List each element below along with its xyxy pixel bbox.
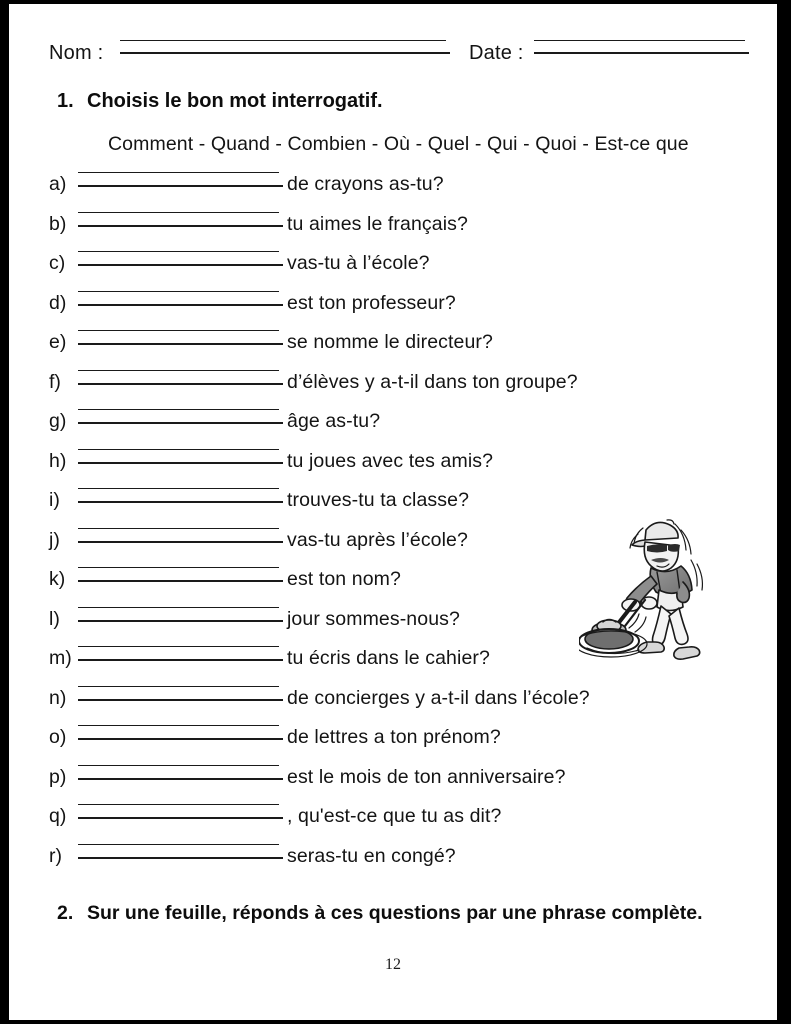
answer-blank[interactable] [78,449,283,464]
exercise-1-heading [57,90,383,113]
question-item [9,678,777,718]
question-item [9,441,777,481]
worksheet-sheet [9,4,777,1020]
question-text: seras-tu en congé? [287,844,456,867]
exercise-2-heading [57,902,703,925]
answer-blank[interactable] [78,765,283,780]
question-letter: a) [49,173,67,195]
question-text: tu aimes le français? [287,212,468,235]
exercise-1-instruction-text: Choisis le bon mot interrogatif. [87,90,383,112]
word-bank: Comment - Quand - Combien - Où - Quel - Qui - Quoi - Est-ce que [108,133,689,155]
question-letter: d) [49,291,67,314]
question-letter: c) [49,252,66,274]
question-letter: j) [49,528,60,551]
question-text: est ton professeur? [287,291,456,314]
question-letter: l) [49,607,60,630]
question-text: d’élèves y a-t-il dans ton groupe? [287,370,578,393]
name-label: Nom : [49,42,104,64]
question-letter: q) [49,805,67,827]
question-item [9,836,777,876]
exercise-2-number: 2. [57,902,74,924]
question-letter: o) [49,726,67,748]
question-text: est ton nom? [287,568,401,590]
answer-blank[interactable] [78,370,283,385]
question-letter: p) [49,765,67,788]
answer-blank[interactable] [78,686,283,701]
question-text: de crayons as-tu? [287,173,444,195]
question-letter: k) [49,568,66,590]
question-text: tu écris dans le cahier? [287,647,490,669]
question-text: âge as-tu? [287,410,381,432]
name-input-blank[interactable] [120,40,450,54]
answer-blank[interactable] [78,488,283,503]
worksheet-header [9,4,777,64]
answer-blank[interactable] [78,409,283,424]
answer-blank[interactable] [78,528,283,543]
question-text: vas-tu après l’école? [287,528,468,551]
question-item [9,322,777,362]
question-text: trouves-tu ta classe? [287,489,470,511]
question-item [9,401,777,441]
question-text: tu joues avec tes amis? [287,449,494,472]
answer-blank[interactable] [78,804,283,819]
answer-blank[interactable] [78,251,283,266]
exercise-1-number: 1. [57,90,74,112]
question-text: de lettres a ton prénom? [287,726,501,748]
question-item [9,796,777,836]
question-text: vas-tu à l’école? [287,252,430,274]
question-item [9,283,777,323]
question-letter: m) [49,647,72,669]
question-letter: e) [49,331,67,353]
page-number: 12 [385,956,401,973]
answer-blank[interactable] [78,567,283,582]
date-input-blank[interactable] [534,40,749,54]
question-item [9,204,777,244]
answer-blank[interactable] [78,646,283,661]
question-letter: g) [49,410,67,432]
question-item [9,362,777,402]
question-item [9,164,777,204]
question-letter: i) [49,489,60,511]
janitor-floor-polisher-icon [579,502,739,667]
question-text: jour sommes-nous? [287,607,460,630]
question-item [9,757,777,797]
question-text: de concierges y a-t-il dans l’école? [287,686,590,709]
answer-blank[interactable] [78,212,283,227]
question-text: se nomme le directeur? [287,331,493,353]
question-text: est le mois de ton anniversaire? [287,765,566,788]
question-letter: h) [49,449,67,472]
answer-blank[interactable] [78,607,283,622]
answer-blank[interactable] [78,330,283,345]
question-letter: b) [49,212,67,235]
answer-blank[interactable] [78,725,283,740]
question-item [9,243,777,283]
question-letter: f) [49,370,61,393]
exercise-2-instruction-text: Sur une feuille, réponds à ces questions par une phrase complète. [87,902,703,924]
answer-blank[interactable] [78,172,283,187]
question-text: , qu'est-ce que tu as dit? [287,805,502,827]
answer-blank[interactable] [78,844,283,859]
question-item [9,717,777,757]
answer-blank[interactable] [78,291,283,306]
question-letter: r) [49,844,62,867]
question-letter: n) [49,686,67,709]
date-label: Date : [469,42,524,64]
